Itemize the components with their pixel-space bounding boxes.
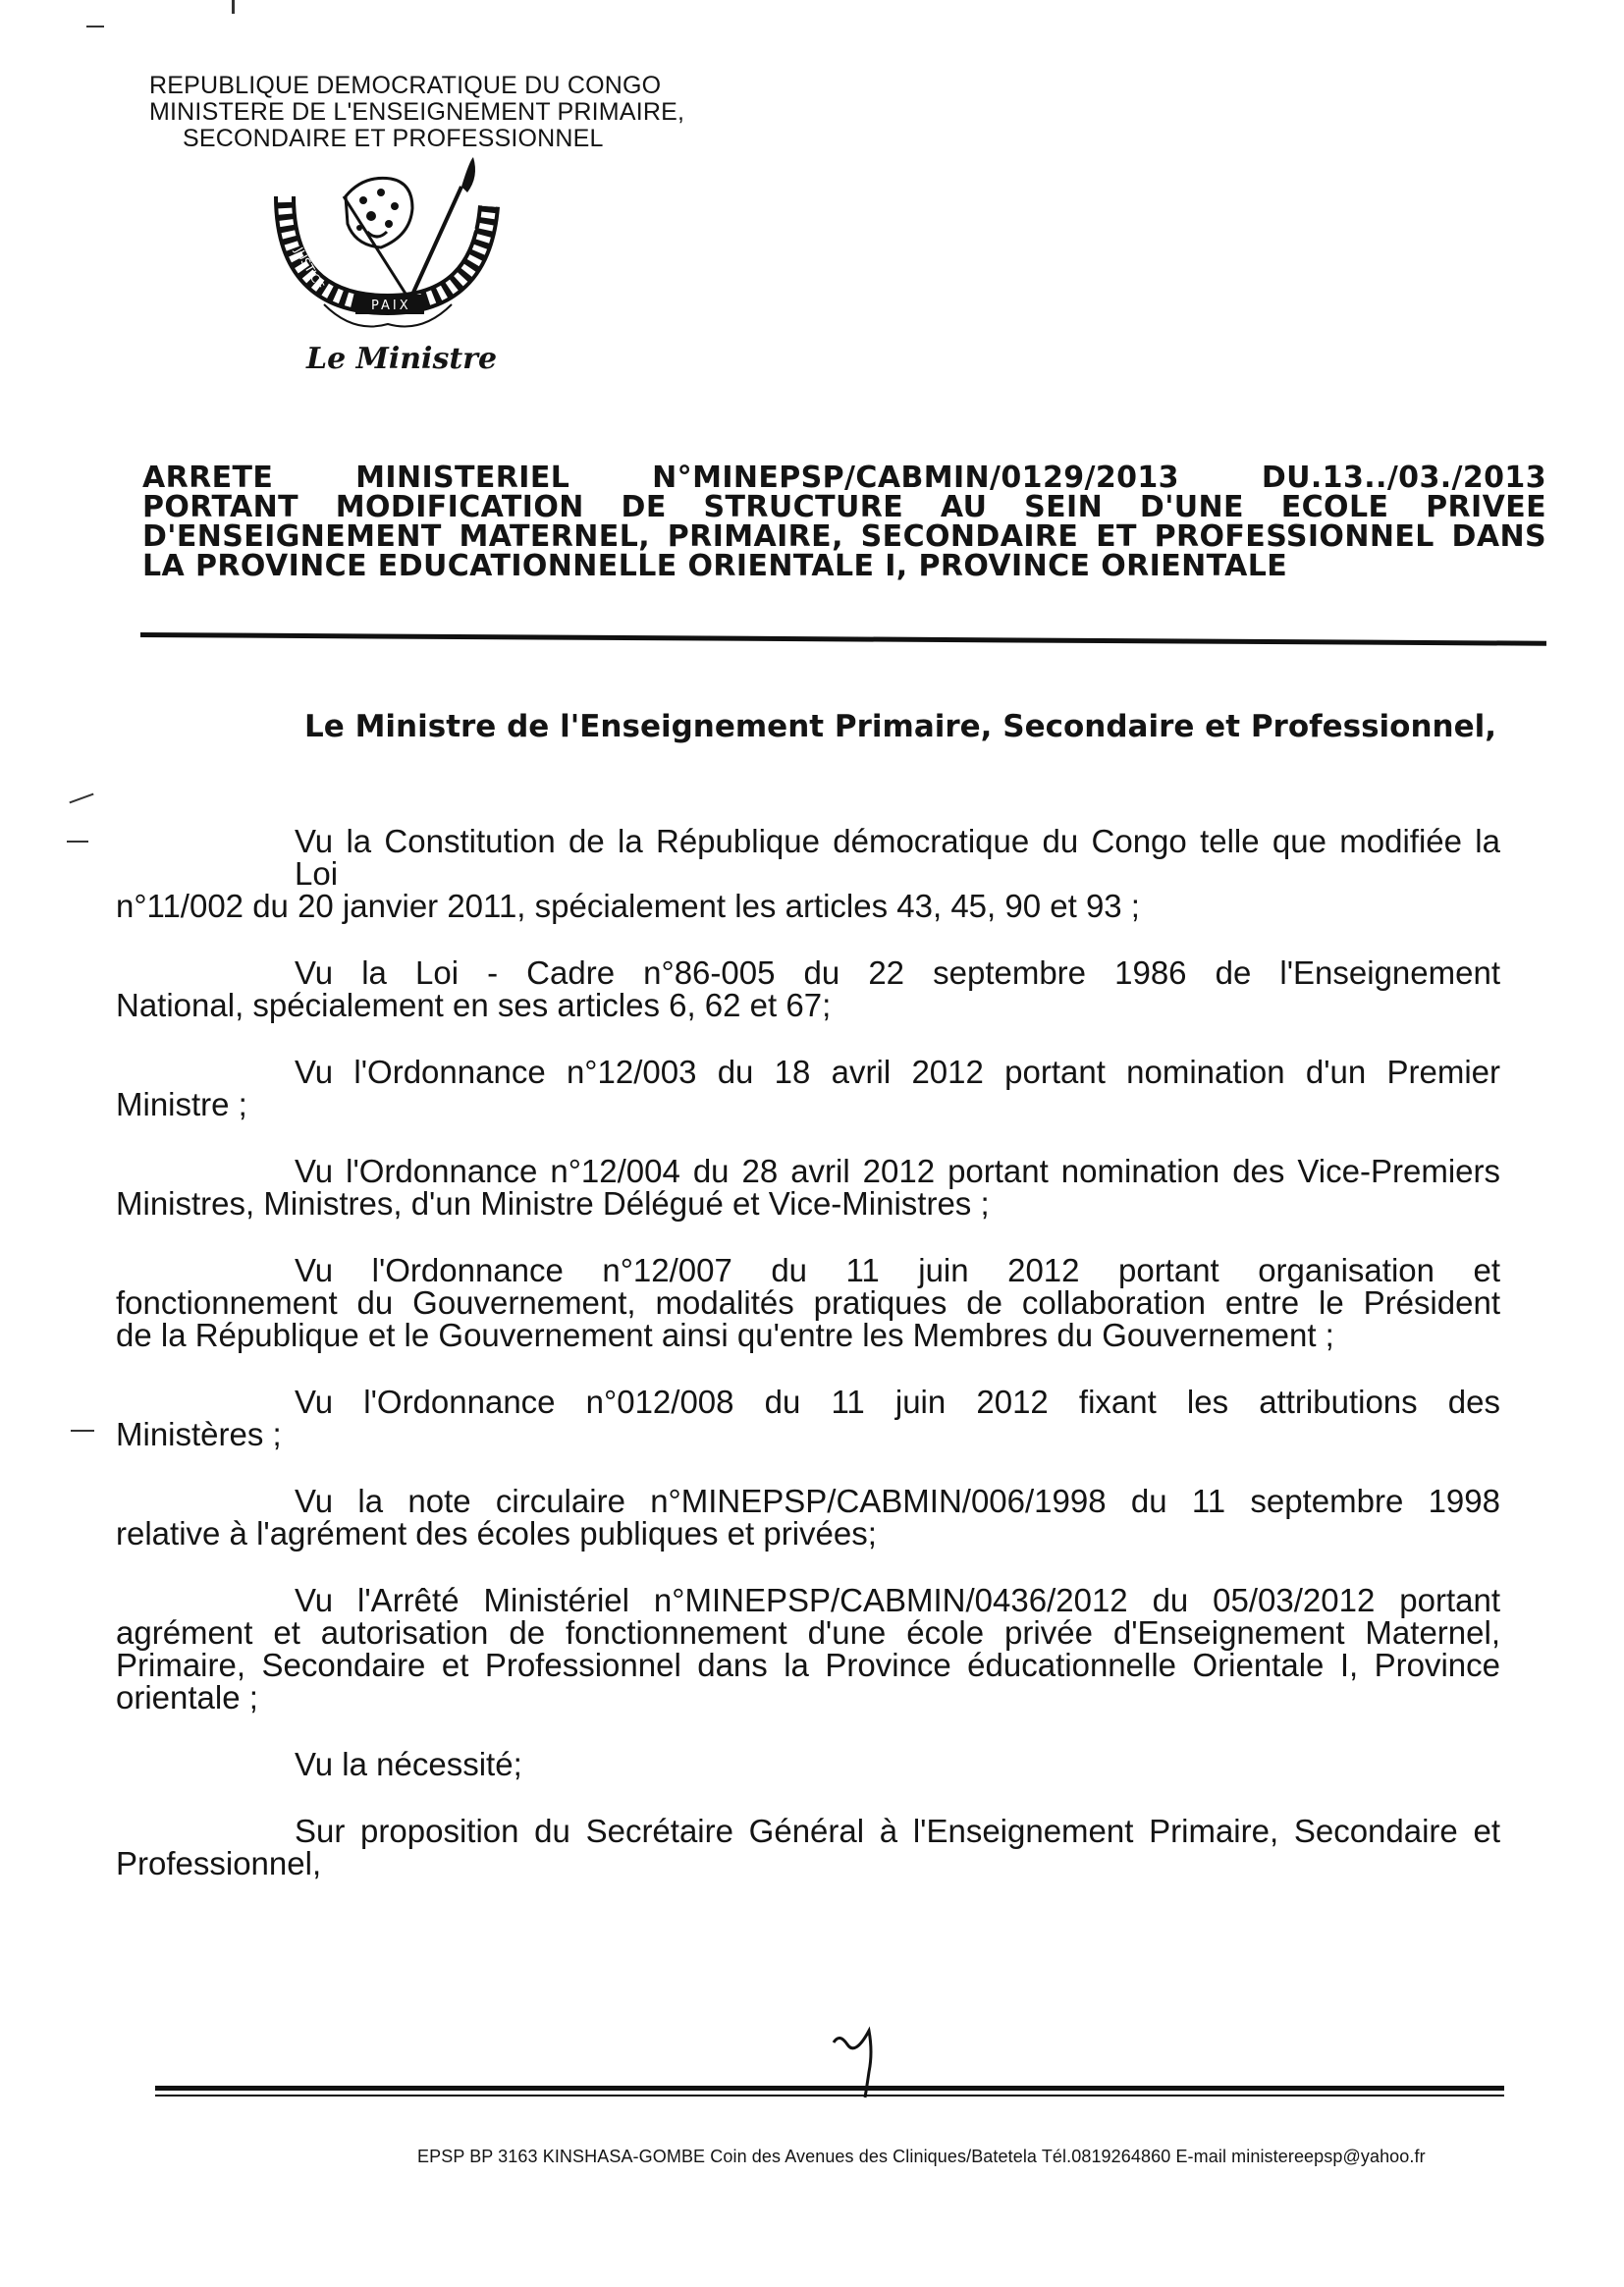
title-underline xyxy=(140,632,1546,646)
recital: Vu l'Ordonnance n°012/008 du 11 juin 2012 fixant les attributions des Ministères ; xyxy=(116,1384,1500,1452)
letterhead xyxy=(149,73,684,152)
recital: Vu l'Ordonnance n°12/007 du 11 juin 2012 portant organisation et fonctionnement du Gouvernement, modalités pratiques de collaboration entre le Président de la République et le Gouvernement ainsi qu'entre les Membres du Gouvernement ; xyxy=(116,1252,1500,1353)
title-line-3: D'ENSEIGNEMENT MATERNEL, PRIMAIRE, SECONDAIRE ET PROFESSIONNEL DANS xyxy=(142,519,1546,554)
recital: Vu la nécessité; xyxy=(295,1746,522,1782)
recital: Sur proposition du Secrétaire Général à l'Enseignement Primaire, Secondaire et Professionnel, xyxy=(116,1813,1500,1881)
title-decree-date: DU.13../03./2013 xyxy=(1261,461,1546,495)
recital: Vu la note circulaire n°MINEPSP/CABMIN/006/1998 du 11 septembre 1998 relative à l'agrément des écoles publiques et privées; xyxy=(116,1483,1500,1552)
coat-of-arms-emblem xyxy=(265,157,520,354)
letterhead-ministry: MINISTERE DE L'ENSEIGNEMENT PRIMAIRE, xyxy=(149,98,685,126)
recital: Vu la Loi - Cadre n°86-005 du 22 septembre 1986 de l'Enseignement National, spécialement en ses articles 6, 62 et 67; xyxy=(116,954,1500,1023)
motto-bottom: PAIX xyxy=(371,299,411,313)
motto-left: JUSTICE xyxy=(292,245,327,293)
title-word-ministeriel: MINISTERIEL xyxy=(355,461,570,495)
title-line-2: PORTANT MODIFICATION DE STRUCTURE AU SEIN D'UNE ECOLE PRIVEE xyxy=(142,490,1546,524)
footer-rule-thin xyxy=(155,2095,1504,2096)
title-decree-number: N°MINEPSP/CABMIN/0129/2013 xyxy=(652,461,1179,495)
title-word-arrete: ARRETE xyxy=(142,461,274,495)
preamble: Le Ministre de l'Enseignement Primaire, Secondaire et Professionnel, xyxy=(304,709,1497,744)
scan-mark xyxy=(71,1430,94,1432)
scan-mark xyxy=(86,26,104,27)
signature-title: Le Ministre xyxy=(306,342,498,376)
scan-mark xyxy=(69,793,93,804)
footer-rule xyxy=(155,2086,1504,2091)
scan-mark xyxy=(232,0,235,14)
footer-address: EPSP BP 3163 KINSHASA-GOMBE Coin des Avenues des Cliniques/Batetela Tél.0819264860 E-mail ministereepsp@yahoo.fr xyxy=(417,2147,1426,2166)
scan-mark xyxy=(67,841,88,843)
letterhead-country: REPUBLIQUE DEMOCRATIQUE DU CONGO xyxy=(149,72,662,99)
recitals xyxy=(116,825,1500,1914)
recital: Vu l'Ordonnance n°12/003 du 18 avril 2012 portant nomination d'un Premier Ministre ; xyxy=(116,1054,1500,1122)
recital: Vu l'Arrêté Ministériel n°MINEPSP/CABMIN/0436/2012 du 05/03/2012 portant agrément et autorisation de fonctionnement d'une école privée d'Enseignement Maternel, Primaire, Secondaire et Professionnel dans la Province éducationnelle Orientale I, Province orientale ; xyxy=(116,1582,1500,1715)
decree-title xyxy=(142,463,1546,581)
letterhead-ministry-cont: SECONDAIRE ET PROFESSIONNEL xyxy=(183,125,604,152)
motto-right: TRAVAIL xyxy=(442,223,478,272)
recital: Vu l'Ordonnance n°12/004 du 28 avril 2012 portant nomination des Vice-Premiers Ministres, Ministres, d'un Ministre Délégué et Vice-Ministres ; xyxy=(116,1153,1500,1222)
recital: Vu la Constitution de la République démocratique du Congo telle que modifiée la Loi n°11/002 du 20 janvier 2011, spécialement les articles 43, 45, 90 et 93 ; xyxy=(116,823,1500,924)
title-line-1 xyxy=(142,463,1546,493)
title-line-4: LA PROVINCE EDUCATIONNELLE ORIENTALE I, PROVINCE ORIENTALE xyxy=(142,549,1288,583)
